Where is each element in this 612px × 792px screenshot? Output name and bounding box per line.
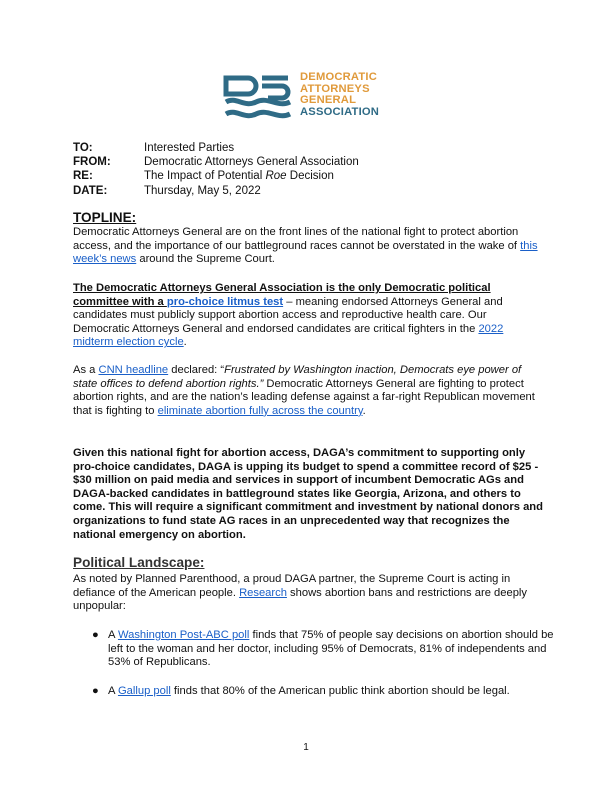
topline-paragraph-4: Given this national fight for abortion access, DAGA’s commitment to supporting only pro-choice candidates, DAGA is upping its budget to spend a committee record of $25 - $30 million on paid media and services in support of incumbent Democratic AGs and DAGA-backed candidates in battleground states like Georgia, Arizona, and others to come. This will require a significant commitment and investment by national donors and organizations to fund state AG races in an unprecedented way that recognizes the national emergency on abortion. — [73, 447, 543, 541]
bullet-item-2 — [92, 685, 556, 699]
bullet-dot-icon: ● — [92, 629, 99, 641]
logo-line-2: ATTORNEYS — [300, 82, 370, 95]
page-number: 1 — [303, 742, 309, 753]
from-value: Democratic Attorneys General Association — [144, 156, 359, 169]
topline-p2-bold: The Democratic Attorneys General Association is the only Democratic political committee with a — [73, 282, 491, 308]
topline-paragraph-2 — [73, 282, 543, 350]
date-label: DATE: — [73, 184, 108, 197]
bullet-dot-icon: ● — [92, 685, 99, 697]
from-label: FROM: — [73, 156, 111, 169]
gallup-poll-link[interactable]: Gallup poll — [117, 685, 171, 697]
political-landscape-heading: Political Landscape: — [73, 555, 205, 570]
research-link[interactable]: Research — [239, 586, 287, 599]
topline-p2-text-a: – meaning endorsed Attorneys General and candidates must publicly support abortion access and reproductive health care. Our Democratic Attorneys General and endorsed candidates are critical fighters in the — [73, 295, 503, 335]
cnn-headline-link[interactable]: CNN headline — [98, 364, 169, 376]
topline-heading: TOPLINE: — [73, 210, 137, 225]
re-value-em: Roe — [265, 170, 287, 183]
logo-wordmark — [300, 72, 379, 118]
cnn-quote: Frustrated by Washington inaction, Democrats eye power of state offices to defend abortion rights.” — [73, 364, 522, 390]
re-row — [73, 169, 359, 183]
bullet-1-pre: A — [108, 629, 118, 641]
bullet-item-1 — [92, 629, 556, 670]
topline-p3-text-c: Democratic Attorneys General are fighting to protect abortion rights, and are the nation’s leading defense against a far-right Republican movement that is fighting to — [73, 377, 535, 417]
to-value: Interested Parties — [144, 142, 235, 154]
topline-paragraph-1 — [73, 226, 543, 267]
topline-p3-text-d: . — [362, 404, 366, 417]
topline-p1-text-b: around the Supreme Court. — [136, 253, 275, 266]
eliminate-abortion-link[interactable]: eliminate abortion fully across the country — [157, 404, 363, 417]
logo-line-4: ASSOCIATION — [300, 105, 380, 118]
topline-p1-text-a: Democratic Attorneys General are on the front lines of the national fight to protect abortion access, and the importance of our battleground races cannot be overstated in the wake of — [73, 226, 521, 252]
topline-p3-text-a: As a — [73, 364, 99, 376]
topline-paragraph-3 — [73, 364, 543, 418]
topline-p3-text-b: declared: “ — [168, 364, 225, 376]
bullet-2-pre: A — [108, 685, 118, 697]
landscape-p1-text-b: shows abortion bans and restrictions are deeply unpopular: — [73, 586, 527, 613]
this-weeks-news-link[interactable]: this week’s news — [73, 239, 538, 266]
re-value — [144, 169, 334, 183]
landscape-p1-text-a: As noted by Planned Parenthood, a proud DAGA partner, the Supreme Court is acting in defiance of the American people. — [73, 573, 511, 599]
logo-line-1: DEMOCRATIC — [300, 71, 377, 83]
pro-choice-litmus-test-link[interactable]: pro-choice litmus test — [166, 295, 284, 308]
date-value: Thursday, May 5, 2022 — [144, 184, 261, 197]
midterm-election-cycle-link[interactable]: 2022 midterm election cycle — [73, 322, 504, 349]
re-value-post: Decision — [286, 170, 334, 183]
topline-p2-text-b: . — [183, 336, 187, 349]
date-row — [73, 184, 359, 198]
daga-logo — [222, 72, 392, 124]
re-label: RE: — [73, 170, 93, 183]
re-value-pre: The Impact of Potential — [144, 170, 266, 183]
logo-line-3: GENERAL — [300, 94, 357, 107]
to-label: TO: — [73, 142, 93, 154]
daga-logo-mark-icon — [222, 72, 294, 124]
washington-post-abc-poll-link[interactable]: Washington Post-ABC poll — [117, 629, 250, 641]
bullet-1-post: finds that 75% of people say decisions on abortion should be left to the woman and her doctor, including 95% of Democrats, 81% of independents and 53% of Republicans. — [108, 629, 554, 669]
bullet-2-post: finds that 80% of the American public think abortion should be legal. — [170, 685, 510, 697]
memo-header — [73, 141, 359, 198]
from-row — [73, 155, 359, 169]
landscape-paragraph-1 — [73, 573, 543, 614]
to-row — [73, 141, 359, 155]
